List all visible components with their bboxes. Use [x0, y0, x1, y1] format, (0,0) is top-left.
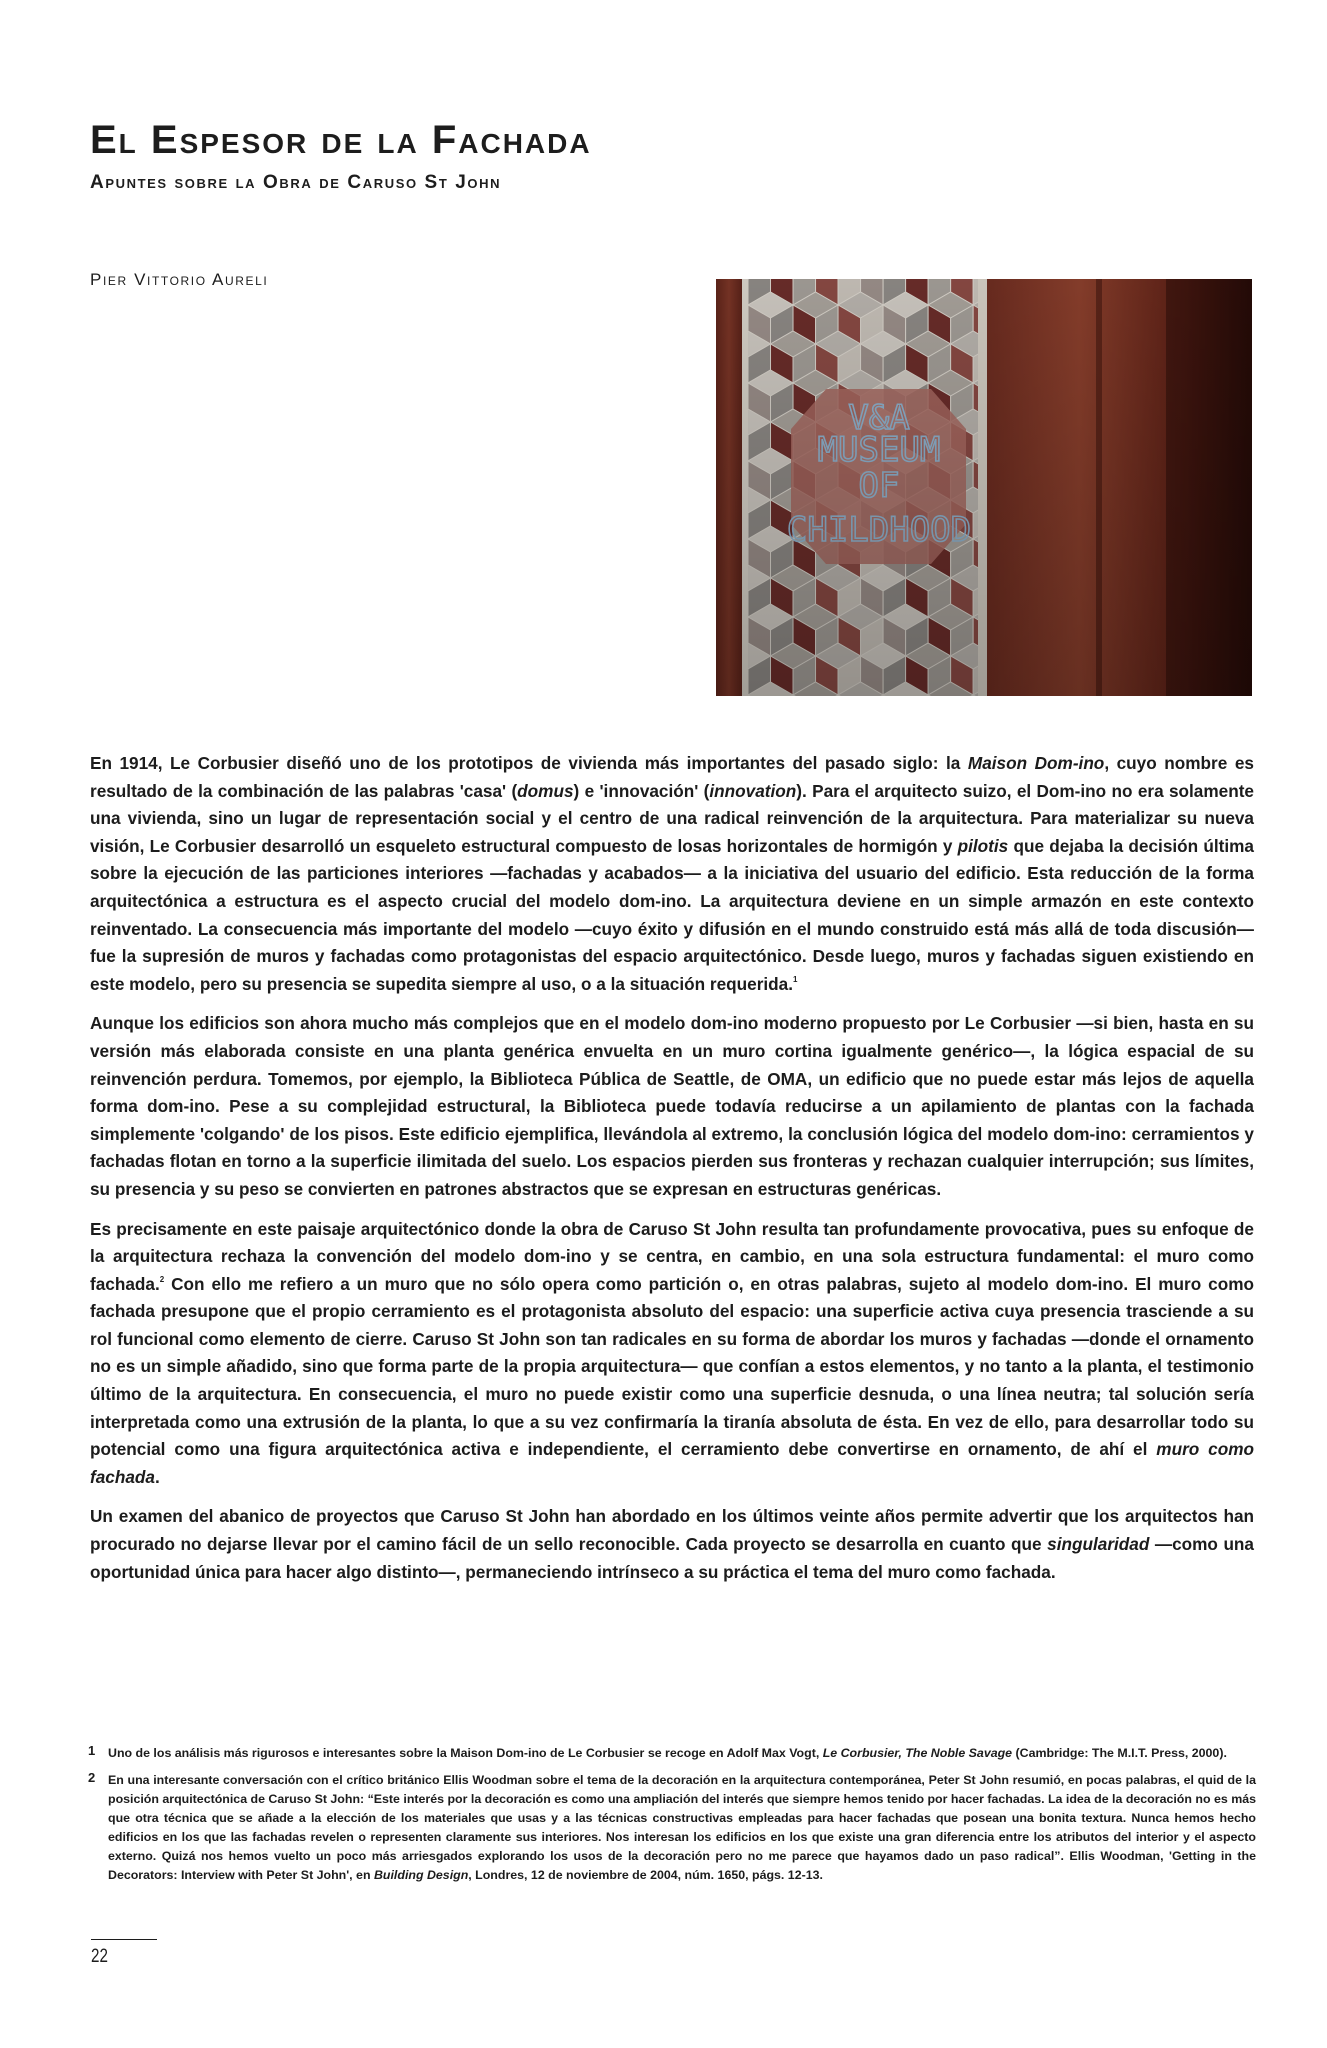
paragraph-3 [90, 1216, 1254, 1492]
footnotes [88, 1744, 1256, 1893]
paragraph-1 [90, 750, 1254, 998]
text-run: En 1914, Le Corbusier diseñó uno de los prototipos de vivienda más importantes del pasado siglo: la [90, 753, 968, 773]
italic-term: singularidad [1047, 1534, 1150, 1555]
text-run: que dejaba la decisión última sobre la ejecución de las particiones interiores —fachadas y acabados— a la iniciativa del usuario del edificio. Esta reducción de la forma arquitectónica a estructura es el aspecto crucial del modelo dom-ino. La arquitectura deviene en un simple armazón en este contexto reinventado. La consecuencia más importante del modelo —cuyo éxito y difusión en el mundo construido está más allá de toda discusión— fue la supresión de muros y fachadas como protagonistas del espacio arquitectónico. Desde luego, muros y fachadas siguen existiendo en este modelo, pero su presencia se supedita siempre al uso, o a la situación requerida. [90, 835, 1254, 994]
text-run: Es precisamente en este paisaje arquitectónico donde la obra de Caruso St John resulta tan profundamente provocativa, pues su enfoque de la arquitectura rechaza la convención del modelo dom-ino y se centra, en cambio, en una sola estructura fundamental: el muro como fachada. [90, 1218, 1254, 1294]
italic-term: innovation [709, 780, 797, 801]
museum-signage-illustration [716, 279, 1252, 696]
text-run: ). Para el arquitecto suizo, el Dom-ino no era solamente una vivienda, sino un lugar de representación social y el centro de una radical reinvención de la arquitectura. Para materializar su nueva visión, Le Corbusier desarrolló un esqueleto estructural compuesto de losas horizontales de hormigón y [90, 780, 1254, 856]
italic-term: muro como fachada [90, 1439, 1255, 1487]
text-run: , cuyo nombre es resultado de la combinación de las palabras 'casa' ( [90, 753, 1254, 801]
text-run: Uno de los análisis más rigurosos e interesantes sobre la Maison Dom-ino de Le Corbusier se recoge en Adolf Max Vogt, [108, 1746, 823, 1760]
footnote-1 [88, 1744, 1256, 1763]
italic-term: domus [517, 780, 574, 801]
footnote-number: 1 [88, 1743, 96, 1758]
article-subtitle: Apuntes sobre la Obra de Caruso St John [90, 172, 502, 193]
article-body [90, 750, 1254, 1598]
page-number: 22 [91, 1946, 108, 1967]
italic-term: pilotis [957, 835, 1009, 856]
article-title: El Espesor de la Fachada [90, 118, 592, 162]
text-run: —como una oportunidad única para hacer algo distinto—, permaneciendo intrínseco a su práctica el tema del muro como fachada. [90, 1534, 1254, 1582]
text-run: (Cambridge: The M.I.T. Press, 2000). [1012, 1746, 1227, 1760]
paragraph-4 [90, 1503, 1254, 1586]
italic-title: Building Design [373, 1868, 469, 1882]
footnote-reference[interactable]: 1 [793, 974, 798, 984]
text-run: ) e 'innovación' ( [573, 780, 710, 801]
page-number-rule [91, 1939, 157, 1940]
footnote-reference[interactable]: 2 [159, 1274, 165, 1284]
text-run: , Londres, 12 de noviembre de 2004, núm. 1650, págs. 12-13. [468, 1868, 823, 1882]
author-name: Pier Vittorio Aureli [90, 270, 269, 289]
italic-title: Le Corbusier, The Noble Savage [822, 1746, 1013, 1760]
text-run: En una interesante conversación con el crítico británico Ellis Woodman sobre el tema de la decoración en la arquitectura contemporánea, Peter St John resumió, en pocas palabras, el quid de la posición arquitectónica de Caruso St John: “Este interés por la decoración es como una ampliación del interés que siempre hemos tenido por hacer fachadas. La idea de la decoración no es más que otra técnica que se añade a la elección de los materiales que usas y a las técnicas constructivas empleadas para hacer fachadas que posean una bonita textura. Nunca hemos hecho edificios en los que las fachadas revelen o representen claramente sus interiores. Nos interesan los edificios en los que existe una gran diferencia entre los atributos del interior y el aspecto externo. Quizá nos hemos vuelto un poco más arriesgados explorando los usos de la decoración pero no me parece que hayamos dado un paso radical”. Ellis Woodman, 'Getting in the Decorators: Interview with Peter St John', en [108, 1773, 1256, 1882]
text-run: Un examen del abanico de proyectos que Caruso St John han abordado en los últimos veinte años permite advertir que los arquitectos han procurado no dejarse llevar por el camino fácil de un sello reconocible. Cada proyecto se desarrolla en cuanto que [90, 1506, 1254, 1555]
italic-term: Maison Dom-ino [967, 753, 1105, 773]
paragraph-2: Aunque los edificios son ahora mucho más complejos que en el modelo dom-ino moderno propuesto por Le Corbusier —si bien, hasta en su versión más elaborada consiste en una planta genérica envuelta en un muro cortina igualmente genérico—, la lógica espacial de su reinvención perdura. Tomemos, por ejemplo, la Biblioteca Pública de Seattle, de OMA, un edificio que no puede estar más lejos de aquella forma dom-ino. Pese a su complejidad estructural, la Biblioteca puede todavía reducirse a un apilamiento de plantas con la fachada simplemente 'colgando' de los pisos. Este edificio ejemplifica, llevándola al extremo, la conclusión lógica del modelo dom-ino: cerramientos y fachadas flotan en torno a la superficie ilimitada del suelo. Los espacios pierden sus fronteras y rechazan cualquier interrupción; sus límites, su presencia y su peso se convierten en patrones abstractos que se expresan en estructuras genéricas. [90, 1013, 1254, 1199]
text-run: . [154, 1466, 160, 1487]
footnote-number: 2 [88, 1770, 96, 1785]
museum-signage-photo [716, 279, 1252, 696]
text-run: Con ello me refiero a un muro que no sólo opera como partición o, en otras palabras, sujeto al modelo dom-ino. El muro como fachada presupone que el propio cerramiento es el protagonista absoluto del espacio: una superficie activa cuya presencia trasciende a su rol funcional como elemento de cierre. Caruso St John son tan radicales en su forma de abordar los muros y fachadas —donde el ornamento no es un simple añadido, sino que forma parte de la propia arquitectura— que confían a estos elementos, y no tanto a la planta, el testimonio último de la arquitectura. En consecuencia, el muro no puede existir como una superficie desnuda, o una línea neutra; tal solución sería interpretada como una extrusión de la planta, lo que a su vez confirmaría la tiranía absoluta de ésta. En vez de ello, para desarrollar todo su potencial como una figura arquitectónica activa e independiente, el cerramiento debe convertirse en ornamento, de ahí el [90, 1273, 1254, 1460]
footnote-2 [88, 1771, 1256, 1885]
